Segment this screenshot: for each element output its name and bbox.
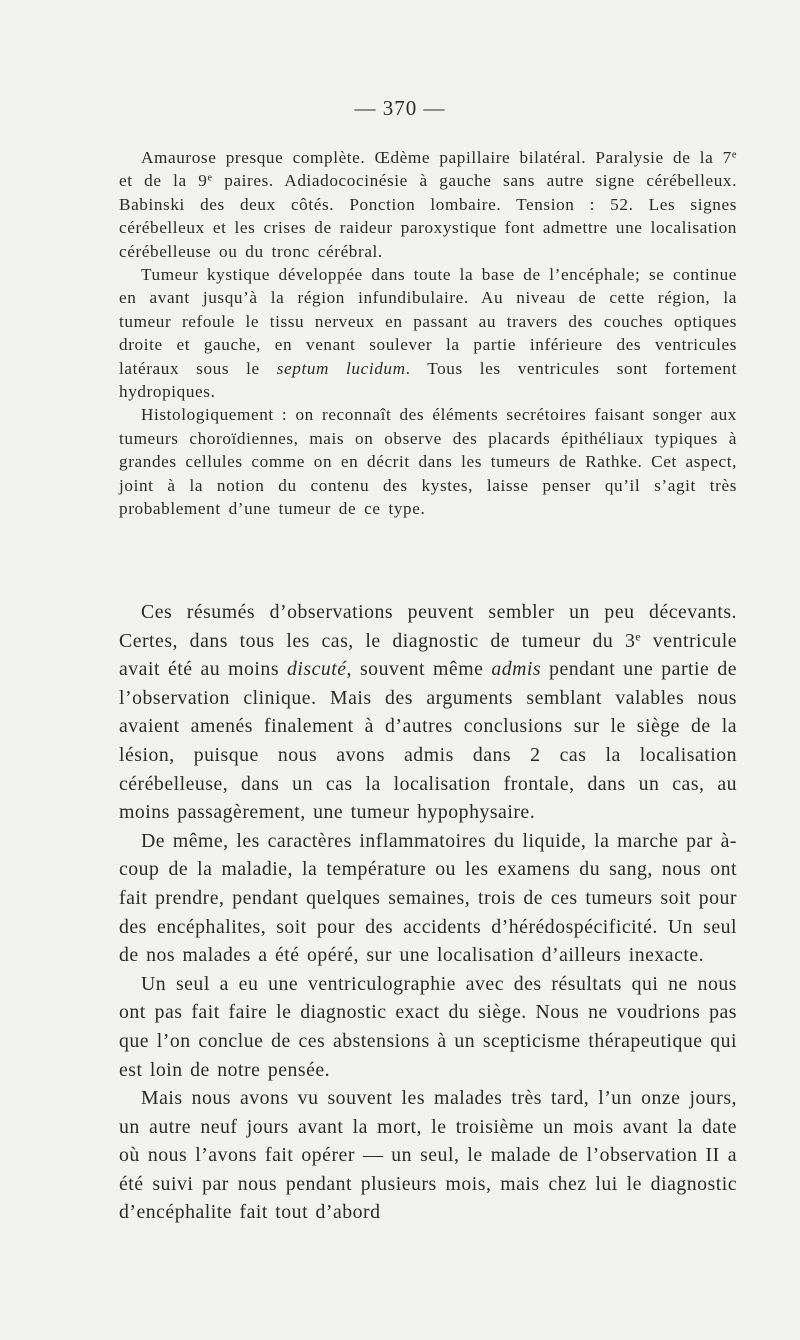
paragraph-tumor-description: Tumeur kystique développée dans toute la base de l’encéphale; se continue en avant jusqu’à la région infundibulaire. Au niveau de cette région, la tumeur refoule le tissu nerveux en passant au travers des couches optiques droite et gauche, en venant soulever la partie inférieure des ventricules latéraux sous le septum lucidum. Tous les ventricules sont fortement hydropiques. — [119, 265, 737, 402]
clinical-notes-block — [119, 146, 737, 521]
page-number: — 370 — — [354, 96, 446, 120]
paragraph-summary: Ces résumés d’observations peuvent sembler un peu décevants. Certes, dans tous les cas, le diagnostic de tumeur du 3e ventricule avait été au moins discuté, souvent même admis pendant une partie de l’observation clinique. Mais des arguments semblant valables nous avaient amenés finalement à d’autres conclusions sur le siège de la lésion, puisque nous avons admis dans 2 cas la localisation cérébelleuse, dans un cas la localisation frontale, dans un cas, au moins passagèrement, une tumeur hypophysaire. — [119, 601, 737, 824]
discussion-block — [119, 598, 737, 1227]
paragraph-histology: Histologiquement : on reconnaît des éléments secrétoires faisant songer aux tumeurs choroïdiennes, mais on observe des placards épithéliaux typiques à grandes cellules comme on en décrit dans les tumeurs de Rathke. Cet aspect, joint à la notion du contenu des kystes, laisse penser qu’il s’agit très probablement d’une tumeur de ce type. — [119, 405, 737, 519]
paragraph-clinical-signs: Amaurose presque complète. Œdème papillaire bilatéral. Paralysie de la 7e et de la 9e paires. Adiadococinésie à gauche sans autre signe cérébelleux. Babinski des deux côtés. Ponction lombaire. Tension : 52. Les signes cérébelleux et les crises de raideur paroxystique font admettre une localisation cérébelleuse ou du tronc cérébral. — [119, 148, 738, 261]
paragraph-late-observation: Mais nous avons vu souvent les malades très tard, l’un onze jours, un autre neuf jours avant la mort, le troisième un mois avant la date où nous l’avons fait opérer — un seul, le malade de l’observation II a été suivi par nous pendant plusieurs mois, mais chez lui le diagnostic d’encéphalite fait tout d’abord — [119, 1087, 737, 1224]
paragraph-ventriculography: Un seul a eu une ventriculographie avec des résultats qui ne nous ont pas fait faire le diagnostic exact du siège. Nous ne voudrions pas que l’on conclue de ces abstensions à un scepticisme thérapeutique qui est loin de notre pensée. — [119, 972, 737, 1081]
paragraph-inflammatory: De même, les caractères inflammatoires du liquide, la marche par à-coup de la maladie, la température ou les examens du sang, nous ont fait prendre, pendant quelques semaines, trois de ces tumeurs soit pour des encéphalites, soit pour des accidents d’hérédospécificité. Un seul de nos malades a été opéré, sur une localisation d’ailleurs inexacte. — [119, 829, 737, 967]
